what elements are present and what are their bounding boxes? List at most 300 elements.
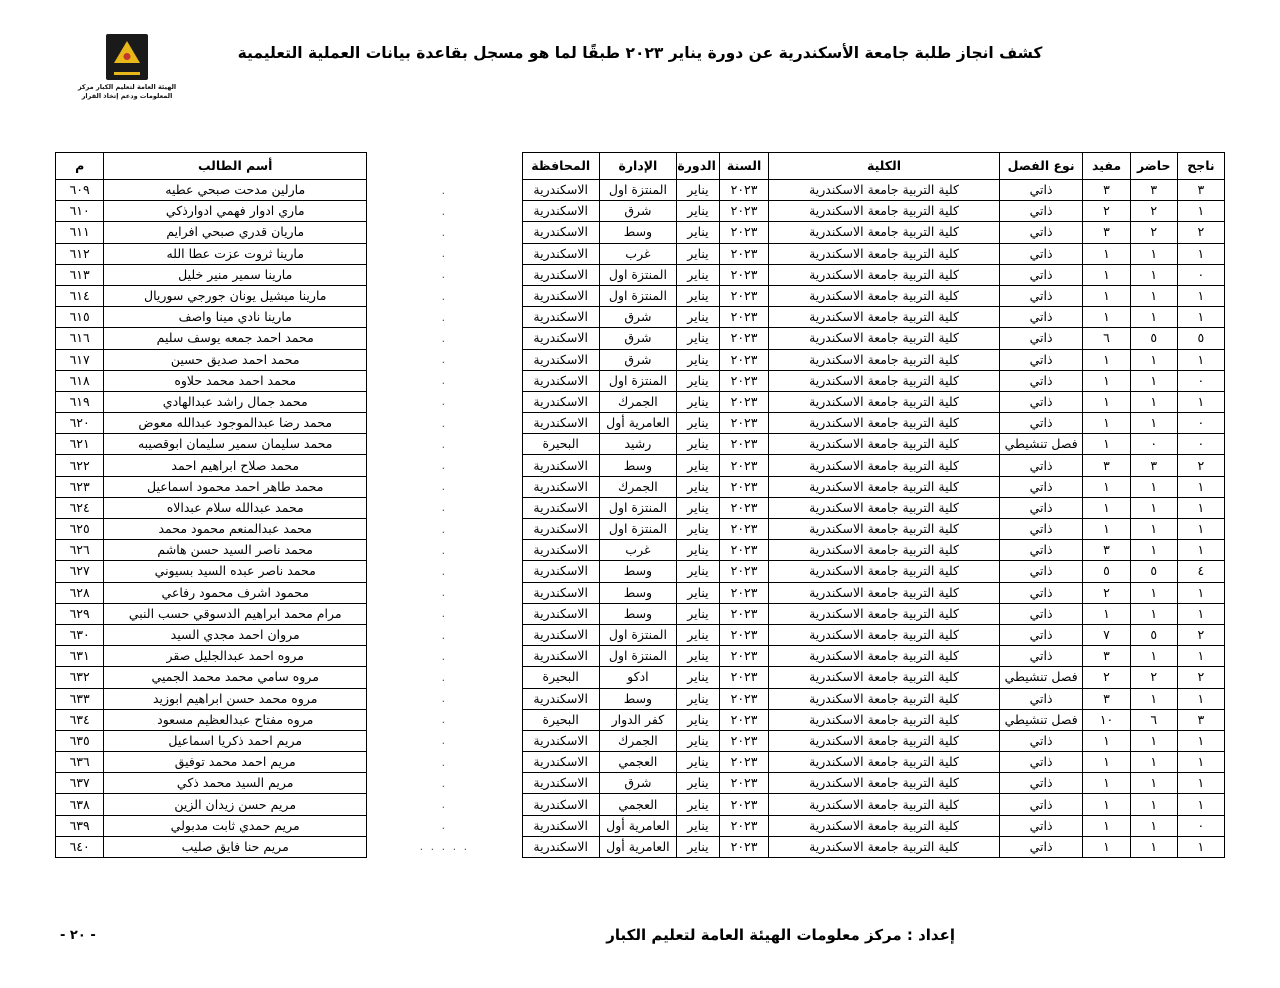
cell-beneficial: ١ — [1083, 307, 1130, 328]
spacer-cell: . — [441, 353, 448, 367]
cell-no: ٦٢٧ — [56, 561, 104, 582]
cell-administration: المنتزة اول — [599, 264, 676, 285]
cell-class-type: ذاتي — [999, 413, 1083, 434]
cell-college: كلية التربية جامعة الاسكندرية — [769, 667, 1000, 688]
cell-governorate: الاسكندرية — [522, 243, 599, 264]
spacer-cell: . — [441, 564, 448, 578]
cell-round: يناير — [677, 836, 720, 857]
cell-beneficial: ٣ — [1083, 646, 1130, 667]
cell-year: ٢٠٢٣ — [719, 688, 768, 709]
cell-college: كلية التربية جامعة الاسكندرية — [769, 307, 1000, 328]
cell-college: كلية التربية جامعة الاسكندرية — [769, 730, 1000, 751]
cell-governorate: الاسكندرية — [522, 561, 599, 582]
cell-present: ١ — [1130, 391, 1177, 412]
cell-no: ٦٢٨ — [56, 582, 104, 603]
cell-administration: المنتزة اول — [599, 624, 676, 645]
cell-college: كلية التربية جامعة الاسكندرية — [769, 836, 1000, 857]
cell-no: ٦٢٥ — [56, 519, 104, 540]
cell-governorate: الاسكندرية — [522, 328, 599, 349]
pyramid-logo-icon — [106, 34, 148, 80]
cell-governorate: الاسكندرية — [522, 180, 599, 201]
cell-student-name: مارينا ثروت عزت عطا الله — [104, 243, 367, 264]
cell-no: ٦٣١ — [56, 646, 104, 667]
cell-year: ٢٠٢٣ — [719, 201, 768, 222]
cell-round: يناير — [677, 773, 720, 794]
cell-round: يناير — [677, 243, 720, 264]
cell-year: ٢٠٢٣ — [719, 730, 768, 751]
spacer-cell: . — [441, 522, 448, 536]
cell-beneficial: ١ — [1083, 285, 1130, 306]
cell-administration: المنتزة اول — [599, 519, 676, 540]
cell-student-name: محمد ناصر عبده السيد بسيوني — [104, 561, 367, 582]
cell-governorate: الاسكندرية — [522, 455, 599, 476]
cell-present: ٦ — [1130, 709, 1177, 730]
cell-student-name: ماريان قدري صبحي افرايم — [104, 222, 367, 243]
cell-class-type: ذاتي — [999, 540, 1083, 561]
cell-no: ٦٣٣ — [56, 688, 104, 709]
table-row — [56, 709, 1225, 730]
cell-college: كلية التربية جامعة الاسكندرية — [769, 285, 1000, 306]
table-row — [56, 285, 1225, 306]
cell-no: ٦٢٩ — [56, 603, 104, 624]
cell-passed: ٤ — [1177, 561, 1224, 582]
spacer-cell: . — [441, 268, 448, 282]
cell-college: كلية التربية جامعة الاسكندرية — [769, 794, 1000, 815]
cell-college: كلية التربية جامعة الاسكندرية — [769, 370, 1000, 391]
column-header-student-name: أسم الطالب — [104, 153, 367, 180]
cell-present: ١ — [1130, 646, 1177, 667]
cell-year: ٢٠٢٣ — [719, 794, 768, 815]
cell-administration: المنتزة اول — [599, 285, 676, 306]
spacer-cell: . — [441, 183, 448, 197]
cell-round: يناير — [677, 624, 720, 645]
cell-class-type: ذاتي — [999, 180, 1083, 201]
cell-beneficial: ١٠ — [1083, 709, 1130, 730]
cell-student-name: محمد احمد جمعه يوسف سليم — [104, 328, 367, 349]
cell-present: ١ — [1130, 349, 1177, 370]
cell-administration: وسط — [599, 561, 676, 582]
cell-present: ٢ — [1130, 667, 1177, 688]
cell-passed: ١ — [1177, 582, 1224, 603]
organization-logo — [62, 34, 192, 102]
cell-no: ٦٢٦ — [56, 540, 104, 561]
cell-class-type: ذاتي — [999, 222, 1083, 243]
cell-student-name: مريم احمد محمد توفيق — [104, 752, 367, 773]
cell-round: يناير — [677, 815, 720, 836]
cell-class-type: ذاتي — [999, 349, 1083, 370]
table-row — [56, 752, 1225, 773]
table-row — [56, 391, 1225, 412]
table-row — [56, 413, 1225, 434]
cell-college: كلية التربية جامعة الاسكندرية — [769, 561, 1000, 582]
cell-present: ٣ — [1130, 180, 1177, 201]
cell-administration: كفر الدوار — [599, 709, 676, 730]
cell-beneficial: ١ — [1083, 752, 1130, 773]
cell-round: يناير — [677, 285, 720, 306]
cell-year: ٢٠٢٣ — [719, 815, 768, 836]
cell-passed: ٠ — [1177, 370, 1224, 391]
column-header-administration: الإدارة — [599, 153, 676, 180]
cell-round: يناير — [677, 349, 720, 370]
cell-present: ١ — [1130, 519, 1177, 540]
cell-round: يناير — [677, 561, 720, 582]
table-row — [56, 519, 1225, 540]
cell-class-type: ذاتي — [999, 815, 1083, 836]
cell-college: كلية التربية جامعة الاسكندرية — [769, 582, 1000, 603]
cell-no: ٦٣٠ — [56, 624, 104, 645]
cell-administration: ادكو — [599, 667, 676, 688]
cell-round: يناير — [677, 582, 720, 603]
spacer-cell: . — [441, 586, 448, 600]
cell-class-type: فصل تنشيطي — [999, 667, 1083, 688]
cell-passed: ١ — [1177, 646, 1224, 667]
cell-passed: ١ — [1177, 285, 1224, 306]
cell-year: ٢٠٢٣ — [719, 413, 768, 434]
cell-governorate: البحيرة — [522, 434, 599, 455]
cell-round: يناير — [677, 222, 720, 243]
cell-beneficial: ٢ — [1083, 667, 1130, 688]
cell-class-type: ذاتي — [999, 519, 1083, 540]
cell-passed: ٣ — [1177, 180, 1224, 201]
cell-year: ٢٠٢٣ — [719, 836, 768, 857]
cell-beneficial: ١ — [1083, 836, 1130, 857]
cell-passed: ٣ — [1177, 709, 1224, 730]
cell-no: ٦٢٤ — [56, 497, 104, 518]
table-row — [56, 540, 1225, 561]
cell-no: ٦١٣ — [56, 264, 104, 285]
cell-beneficial: ٢ — [1083, 582, 1130, 603]
cell-present: ٥ — [1130, 561, 1177, 582]
table-row — [56, 773, 1225, 794]
cell-beneficial: ٦ — [1083, 328, 1130, 349]
cell-class-type: فصل تنشيطي — [999, 434, 1083, 455]
cell-passed: ٠ — [1177, 815, 1224, 836]
cell-student-name: محمد صلاح ابراهيم احمد — [104, 455, 367, 476]
cell-year: ٢٠٢٣ — [719, 264, 768, 285]
cell-governorate: الاسكندرية — [522, 603, 599, 624]
cell-present: ١ — [1130, 815, 1177, 836]
table-row — [56, 667, 1225, 688]
cell-year: ٢٠٢٣ — [719, 519, 768, 540]
cell-beneficial: ٣ — [1083, 180, 1130, 201]
cell-beneficial: ٧ — [1083, 624, 1130, 645]
spacer-cell: . — [441, 798, 448, 812]
cell-college: كلية التربية جامعة الاسكندرية — [769, 180, 1000, 201]
cell-present: ١ — [1130, 497, 1177, 518]
spacer-cell: . — [441, 416, 448, 430]
cell-governorate: الاسكندرية — [522, 688, 599, 709]
cell-present: ١ — [1130, 370, 1177, 391]
table-row — [56, 624, 1225, 645]
cell-year: ٢٠٢٣ — [719, 285, 768, 306]
cell-year: ٢٠٢٣ — [719, 603, 768, 624]
spacer-column-header — [367, 153, 523, 180]
cell-round: يناير — [677, 709, 720, 730]
cell-year: ٢٠٢٣ — [719, 307, 768, 328]
cell-college: كلية التربية جامعة الاسكندرية — [769, 709, 1000, 730]
cell-present: ١ — [1130, 836, 1177, 857]
cell-year: ٢٠٢٣ — [719, 667, 768, 688]
cell-administration: المنتزة اول — [599, 180, 676, 201]
students-report-table — [55, 152, 1225, 858]
cell-no: ٦٣٦ — [56, 752, 104, 773]
cell-beneficial: ٣ — [1083, 540, 1130, 561]
cell-year: ٢٠٢٣ — [719, 476, 768, 497]
spacer-cell: . — [441, 395, 448, 409]
table-row — [56, 201, 1225, 222]
column-header-class-type: نوع الفصل — [999, 153, 1083, 180]
cell-beneficial: ١ — [1083, 413, 1130, 434]
cell-college: كلية التربية جامعة الاسكندرية — [769, 688, 1000, 709]
logo-caption: الهيئة العامة لتعليم الكبار مركز المعلومات ودعم إتخاذ القرار — [77, 83, 177, 101]
cell-administration: الجمرك — [599, 391, 676, 412]
cell-administration: شرق — [599, 328, 676, 349]
table-row — [56, 328, 1225, 349]
spacer-cell: . — [441, 649, 448, 663]
cell-no: ٦١٠ — [56, 201, 104, 222]
cell-no: ٦٠٩ — [56, 180, 104, 201]
cell-round: يناير — [677, 646, 720, 667]
cell-class-type: ذاتي — [999, 243, 1083, 264]
cell-year: ٢٠٢٣ — [719, 582, 768, 603]
cell-no: ٦٣٤ — [56, 709, 104, 730]
cell-class-type: ذاتي — [999, 582, 1083, 603]
cell-passed: ١ — [1177, 688, 1224, 709]
cell-student-name: مروه سامي محمد محمد الجميي — [104, 667, 367, 688]
spacer-cell: . — [441, 204, 448, 218]
cell-no: ٦١٢ — [56, 243, 104, 264]
cell-year: ٢٠٢٣ — [719, 243, 768, 264]
cell-class-type: ذاتي — [999, 455, 1083, 476]
cell-no: ٦١٤ — [56, 285, 104, 306]
table-row — [56, 794, 1225, 815]
cell-present: ١ — [1130, 688, 1177, 709]
cell-year: ٢٠٢٣ — [719, 752, 768, 773]
cell-governorate: الاسكندرية — [522, 285, 599, 306]
cell-round: يناير — [677, 328, 720, 349]
cell-class-type: ذاتي — [999, 476, 1083, 497]
cell-college: كلية التربية جامعة الاسكندرية — [769, 391, 1000, 412]
table-row — [56, 815, 1225, 836]
cell-student-name: مريم حمدي ثابت مدبولي — [104, 815, 367, 836]
cell-class-type: فصل تنشيطي — [999, 709, 1083, 730]
cell-beneficial: ١ — [1083, 497, 1130, 518]
cell-administration: المنتزة اول — [599, 646, 676, 667]
table-body — [56, 180, 1225, 858]
cell-beneficial: ١ — [1083, 391, 1130, 412]
cell-passed: ٢ — [1177, 455, 1224, 476]
cell-present: ١ — [1130, 476, 1177, 497]
cell-beneficial: ١ — [1083, 773, 1130, 794]
cell-college: كلية التربية جامعة الاسكندرية — [769, 434, 1000, 455]
spacer-cell: . — [441, 480, 448, 494]
spacer-cell: . — [441, 289, 448, 303]
cell-beneficial: ١ — [1083, 349, 1130, 370]
cell-governorate: الاسكندرية — [522, 815, 599, 836]
column-header-present: حاضر — [1130, 153, 1177, 180]
cell-class-type: ذاتي — [999, 794, 1083, 815]
cell-class-type: ذاتي — [999, 603, 1083, 624]
cell-round: يناير — [677, 519, 720, 540]
spacer-cell: . — [441, 501, 448, 515]
cell-administration: العامرية أول — [599, 815, 676, 836]
cell-beneficial: ٢ — [1083, 201, 1130, 222]
cell-student-name: محمد عبدالمنعم محمود محمد — [104, 519, 367, 540]
cell-year: ٢٠٢٣ — [719, 434, 768, 455]
cell-beneficial: ١ — [1083, 603, 1130, 624]
cell-passed: ١ — [1177, 476, 1224, 497]
cell-beneficial: ١ — [1083, 519, 1130, 540]
cell-student-name: محمد سليمان سمير سليمان ابوقصيبه — [104, 434, 367, 455]
cell-class-type: ذاتي — [999, 328, 1083, 349]
cell-class-type: ذاتي — [999, 752, 1083, 773]
cell-no: ٦٤٠ — [56, 836, 104, 857]
page-footer — [0, 926, 1280, 950]
column-header-round: الدورة — [677, 153, 720, 180]
cell-student-name: مارينا نادي مينا واصف — [104, 307, 367, 328]
cell-college: كلية التربية جامعة الاسكندرية — [769, 519, 1000, 540]
spacer-cell: . — [441, 247, 448, 261]
cell-beneficial: ٣ — [1083, 455, 1130, 476]
spacer-cell: . — [441, 225, 448, 239]
cell-governorate: الاسكندرية — [522, 646, 599, 667]
cell-governorate: الاسكندرية — [522, 752, 599, 773]
cell-no: ٦١٦ — [56, 328, 104, 349]
cell-college: كلية التربية جامعة الاسكندرية — [769, 455, 1000, 476]
cell-governorate: الاسكندرية — [522, 264, 599, 285]
cell-student-name: مريم احمد ذكريا اسماعيل — [104, 730, 367, 751]
cell-student-name: مارينا سمير منير خليل — [104, 264, 367, 285]
cell-no: ٦١٩ — [56, 391, 104, 412]
cell-college: كلية التربية جامعة الاسكندرية — [769, 646, 1000, 667]
spacer-cell: . — [441, 607, 448, 621]
spacer-cell: . — [441, 755, 448, 769]
cell-student-name: مريم السيد محمد ذكي — [104, 773, 367, 794]
cell-round: يناير — [677, 497, 720, 518]
spacer-cell: . — [441, 692, 448, 706]
cell-governorate: الاسكندرية — [522, 540, 599, 561]
cell-governorate: الاسكندرية — [522, 307, 599, 328]
table-header-row — [56, 153, 1225, 180]
cell-student-name: مروه مفتاح عبدالعظيم مسعود — [104, 709, 367, 730]
cell-class-type: ذاتي — [999, 730, 1083, 751]
cell-student-name: مروان احمد مجدي السيد — [104, 624, 367, 645]
cell-round: يناير — [677, 730, 720, 751]
spacer-cell: . — [441, 819, 448, 833]
spacer-cell: . — [441, 776, 448, 790]
cell-administration: العجمي — [599, 794, 676, 815]
cell-student-name: محمد طاهر احمد محمود اسماعيل — [104, 476, 367, 497]
cell-present: ١ — [1130, 540, 1177, 561]
cell-governorate: الاسكندرية — [522, 201, 599, 222]
cell-student-name: مروه محمد حسن ابراهيم ابوزيد — [104, 688, 367, 709]
cell-round: يناير — [677, 476, 720, 497]
cell-year: ٢٠٢٣ — [719, 455, 768, 476]
cell-beneficial: ١ — [1083, 815, 1130, 836]
cell-year: ٢٠٢٣ — [719, 624, 768, 645]
cell-student-name: مارينا ميشيل يونان جورجي سوريال — [104, 285, 367, 306]
cell-present: ١ — [1130, 285, 1177, 306]
cell-no: ٦٢٣ — [56, 476, 104, 497]
cell-present: ١ — [1130, 773, 1177, 794]
cell-passed: ٥ — [1177, 328, 1224, 349]
cell-governorate: البحيرة — [522, 709, 599, 730]
cell-beneficial: ١ — [1083, 794, 1130, 815]
cell-student-name: مرام محمد ابراهيم الدسوقي حسب النبي — [104, 603, 367, 624]
cell-beneficial: ١ — [1083, 370, 1130, 391]
cell-passed: ١ — [1177, 794, 1224, 815]
cell-governorate: البحيرة — [522, 667, 599, 688]
cell-administration: رشيد — [599, 434, 676, 455]
spacer-cell: . — [441, 734, 448, 748]
cell-college: كلية التربية جامعة الاسكندرية — [769, 243, 1000, 264]
cell-passed: ٢ — [1177, 667, 1224, 688]
cell-student-name: محمود اشرف محمود رفاعي — [104, 582, 367, 603]
cell-beneficial: ٣ — [1083, 688, 1130, 709]
cell-governorate: الاسكندرية — [522, 519, 599, 540]
spacer-cell: . — [441, 331, 448, 345]
cell-passed: ٠ — [1177, 413, 1224, 434]
cell-governorate: الاسكندرية — [522, 497, 599, 518]
cell-college: كلية التربية جامعة الاسكندرية — [769, 264, 1000, 285]
cell-beneficial: ١ — [1083, 730, 1130, 751]
cell-no: ٦٣٩ — [56, 815, 104, 836]
cell-college: كلية التربية جامعة الاسكندرية — [769, 815, 1000, 836]
cell-no: ٦٣٨ — [56, 794, 104, 815]
cell-class-type: ذاتي — [999, 201, 1083, 222]
cell-round: يناير — [677, 201, 720, 222]
cell-administration: الجمرك — [599, 476, 676, 497]
cell-governorate: الاسكندرية — [522, 624, 599, 645]
cell-year: ٢٠٢٣ — [719, 349, 768, 370]
cell-class-type: ذاتي — [999, 307, 1083, 328]
cell-governorate: الاسكندرية — [522, 222, 599, 243]
cell-governorate: الاسكندرية — [522, 730, 599, 751]
table-row — [56, 561, 1225, 582]
table-row — [56, 646, 1225, 667]
column-header-beneficial: مفيد — [1083, 153, 1130, 180]
cell-administration: العجمي — [599, 752, 676, 773]
column-header-year: السنة — [719, 153, 768, 180]
cell-class-type: ذاتي — [999, 264, 1083, 285]
cell-class-type: ذاتي — [999, 370, 1083, 391]
cell-student-name: محمد احمد محمد حلاوه — [104, 370, 367, 391]
cell-administration: العامرية أول — [599, 413, 676, 434]
cell-administration: وسط — [599, 455, 676, 476]
cell-round: يناير — [677, 794, 720, 815]
table-row — [56, 349, 1225, 370]
cell-no: ٦٢٠ — [56, 413, 104, 434]
cell-round: يناير — [677, 603, 720, 624]
cell-class-type: ذاتي — [999, 624, 1083, 645]
cell-administration: الجمرك — [599, 730, 676, 751]
cell-present: ٥ — [1130, 624, 1177, 645]
cell-administration: غرب — [599, 540, 676, 561]
cell-class-type: ذاتي — [999, 646, 1083, 667]
cell-governorate: الاسكندرية — [522, 836, 599, 857]
cell-year: ٢٠٢٣ — [719, 497, 768, 518]
spacer-cell: . . . . . — [419, 840, 470, 854]
cell-no: ٦٢١ — [56, 434, 104, 455]
cell-college: كلية التربية جامعة الاسكندرية — [769, 773, 1000, 794]
table-row — [56, 264, 1225, 285]
spacer-cell: . — [441, 628, 448, 642]
cell-student-name: مريم حسن زيدان الزين — [104, 794, 367, 815]
column-header-college: الكلية — [769, 153, 1000, 180]
cell-year: ٢٠٢٣ — [719, 370, 768, 391]
cell-college: كلية التربية جامعة الاسكندرية — [769, 497, 1000, 518]
cell-student-name: محمد عبدالله سلام عبدالاه — [104, 497, 367, 518]
